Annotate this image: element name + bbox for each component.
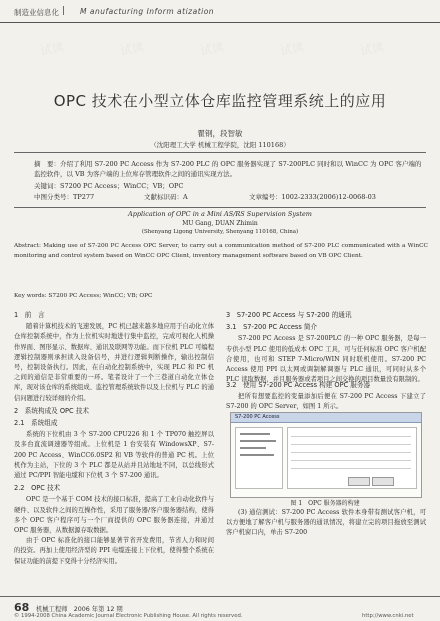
paragraph: 由于 OPC 标准化的接口能够显著节省开发费用，节省人力和时间的投资。再加上使用经济型的 PPI 电缆连接上下位机，使得整个系统在保证功能的前提下变得十分经济实用。 <box>14 537 214 565</box>
paragraph: (3) 通信测试：S7-200 PC Access 软件本身带有测试客户机，可以方便地了解客户机与服务器的通讯情况，将建立完的项目拖放至测试客户机窗口内，单击 S7-200 <box>226 509 426 537</box>
english-authors: MU Gang, DUAN Zhimin <box>182 220 258 227</box>
copyright: © 1994-2008 China Academic Journal Electronic Publishing House. All rights reserved. <box>14 613 243 619</box>
figure-caption: 图 1 OPC 服务器的构建 <box>290 500 360 507</box>
section-heading: 2 系统构成及 OPC 技术 <box>14 406 89 415</box>
section-heading: 1 前 言 <box>14 311 45 319</box>
header-section: 制造业信息化 <box>14 8 59 17</box>
window-title: S7-200 PC Access <box>235 414 280 420</box>
paragraph: 把所有想要监控的变量添加后便在 S7-200 PC Access 下建立了 S7-200 的 OPC Server，如图 1 所示。 <box>226 393 426 411</box>
subsection-heading: 3.1 S7-200 PC Access 简介 <box>226 323 318 332</box>
tree-pane <box>235 427 283 489</box>
paper-title: OPC 技术在小型立体仓库监控管理系统上的应用 <box>53 92 387 110</box>
running-head <box>0 0 440 23</box>
window-titlebar <box>231 413 421 423</box>
watermark: 试读 <box>358 39 386 59</box>
keywords: 关键词：S7200 PC Access；WinCC；VB；OPC <box>34 182 184 190</box>
paragraph: S7-200 PC Access 是 S7-200PLC 的一种 OPC 服务器，是每一专供小型 PLC 使用的低成本 OPC 工具，可与任何标准 OPC 客户机配合使用，也可和 STEP 7-Micro/WIN 同时联机使用。S7-200 PC Access 使用 PPI 以太网或调制解调器与 PLC 通讯，可同时从多个 PLC 读取数据，并且服务器或者项目之间交换的项目数量没有限制的。 <box>226 335 426 384</box>
right-column-mid <box>226 378 426 412</box>
header-separator: | <box>62 6 66 16</box>
english-affiliation: (Shenyang Ligong University, Shenyang 110168, China) <box>141 229 299 235</box>
paragraph: 系统的下位机由 3 个 S7-200 CPU226 和 1 个 TP070 触控屏以及多台直流调速器等组成。上位机是 1 台安装有 WindowsXP、S7-200 PC Access、WinCC6.0SP2 和 VB 等软件的普通 PC 机。上位机作为主站，下位的 3 个 PLC 都是从站并且站地址不同，以总线形式通过 PC/PPI 智能电缆和下位机 3 个 S7-200 通讯。 <box>14 431 214 480</box>
item-pane <box>287 427 417 489</box>
paragraph: 随着计算机技术的飞速发展，PC 机已越来越多地应用于自动化立体仓库控制系统中，作为上位机实时地进行集中监控，完成可视化人机操作界面、图形显示、数据库、通讯及联网等功能。而下位机 PLC 可编程逻辑控制器则承担读入设备信号，并进行逻辑判断操作，输出控制信号，控制设备执行。因此，在自动化控制系统中，实现 PLC 和 PC 机之间的通信是非常重要的一环。笔者设计了一个三巷道自动化立体仓库，现对该仓库的系统组成、监控管理系统软件以及上位机与 PLC 的通信问题进行较详细的介绍。 <box>14 323 214 402</box>
page-number: 68 <box>14 601 30 614</box>
right-column-bottom <box>226 508 426 594</box>
paragraph: OPC 是一个基于 COM 技术的接口标准，提高了工业自动化软件与硬件、以及软件之间的互操作性，采用了服务器/客户服务器结构，使得多个 OPC 客户程序可与一个厂商提供的 OPC 服务器连接，并通过 OPC 服务器，从数据源存取数据。 <box>14 496 214 535</box>
english-abstract: Abstract: Making use of S7-200 PC Access OPC Server, to carry out a communication method of S7-200 PLC communicated with a WinCC monitoring and control system based on WinCC OPC Client, inventory management software based on VB OPC Client. <box>14 243 428 259</box>
window-button <box>372 477 394 486</box>
watermark: 试读 <box>278 39 306 59</box>
page-footer <box>0 596 440 621</box>
watermark: 试读 <box>38 39 66 59</box>
window-button <box>348 477 370 486</box>
clc-number: 中图分类号：TP277 <box>34 193 95 201</box>
footer-url: http://www.cnki.net <box>362 613 414 619</box>
english-title: Application of OPC in a Mini AS/RS Supervision System <box>128 210 312 218</box>
subsection-heading: 3.2 使用 S7-200 PC Access 构建 OPC 服务器 <box>226 381 371 389</box>
journal-name: 机械工程师 2006 年第 12 期 <box>36 606 123 613</box>
watermark: 试读 <box>198 39 226 59</box>
subsection-heading: 2.1 系统组成 <box>14 419 58 428</box>
affiliation: （沈阳理工大学 机械工程学院，沈阳 110168） <box>150 141 290 149</box>
doc-code: 文献标识码：A <box>144 193 188 201</box>
article-number: 文章编号：1002-2333(2006)12-0068-03 <box>249 193 376 201</box>
header-english: M anufacturing Inform atization <box>80 7 215 16</box>
watermark: 试读 <box>118 39 146 59</box>
subsection-heading: 2.2 OPC 技术 <box>14 484 61 493</box>
figure-opc-server-window <box>230 412 422 498</box>
left-column <box>14 308 214 567</box>
section-heading: 3 S7-200 PC Access 与 S7-200 的通讯 <box>226 311 352 319</box>
abstract: 摘 要：介绍了利用 S7-200 PC Access 作为 S7-200 PLC 的 OPC 服务器实现了 S7-200PLC 同时和以 WinCC 为 OPC 客户端的监控软件，以 VB 为客户端的上位库存管理软件之间的通讯实现方法。 <box>34 160 422 178</box>
english-keywords: Key words: S7200 PC Access; WinCC; VB; OPC <box>14 293 153 299</box>
authors: 瞿钢，段智敏 <box>197 129 243 138</box>
